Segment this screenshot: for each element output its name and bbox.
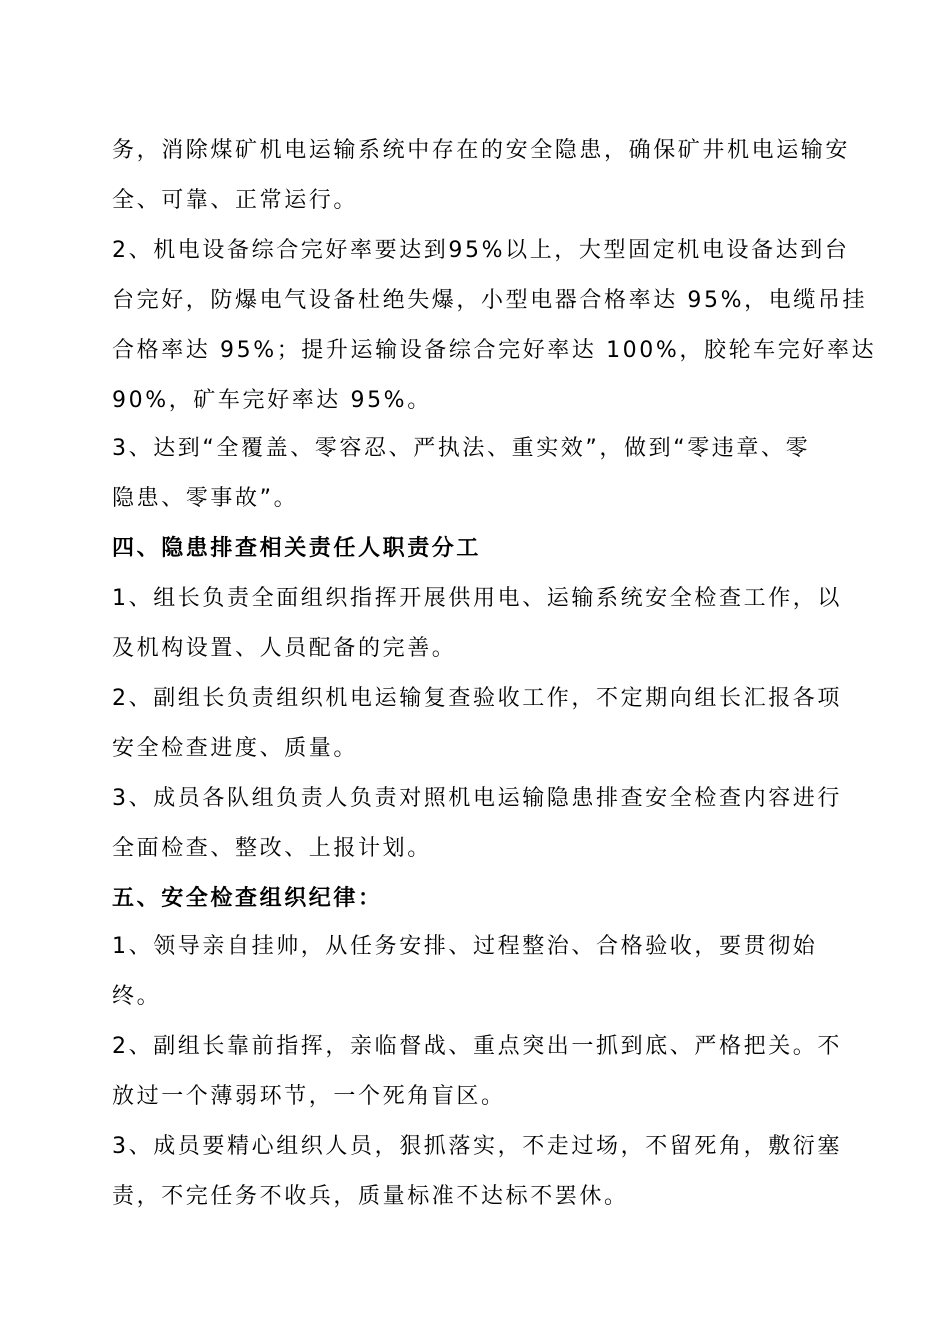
section-heading: 五、安全检查组织纪律： [112,886,383,911]
text-line: 及机构设置、人员配备的完善。 [112,636,457,661]
text-line: 90%，矿车完好率达 95%。 [112,388,432,413]
text-line: 全、可靠、正常运行。 [112,188,359,213]
text-line: 务，消除煤矿机电运输系统中存在的安全隐患，确保矿井机电运输安 [112,138,851,163]
text-line: 2、副组长负责组织机电运输复查验收工作，不定期向组长汇报各项 [112,686,842,711]
text-line: 台完好，防爆电气设备杜绝失爆，小型电器合格率达 95%，电缆吊挂 [112,288,868,313]
text-line: 2、副组长靠前指挥，亲临督战、重点突出一抓到底、严格把关。不 [112,1034,842,1059]
text-line: 全面检查、整改、上报计划。 [112,836,432,861]
text-line: 1、组长负责全面组织指挥开展供用电、运输系统安全检查工作，以 [112,586,842,611]
text-line: 责，不完任务不收兵，质量标准不达标不罢休。 [112,1184,629,1209]
text-line: 隐患、零事故”。 [112,486,299,511]
section-heading: 四、隐患排查相关责任人职责分工 [112,536,482,561]
text-line: 终。 [112,984,162,1009]
text-line: 3、达到“全覆盖、零容忍、严执法、重实效”，做到“零违章、零 [112,436,811,461]
text-line: 2、机电设备综合完好率要达到95%以上，大型固定机电设备达到台 [112,238,850,263]
text-line: 3、成员要精心组织人员，狠抓落实，不走过场，不留死角，敷衍塞 [112,1134,842,1159]
text-line: 1、领导亲自挂帅，从任务安排、过程整治、合格验收，要贯彻始 [112,934,818,959]
text-line: 放过一个薄弱环节，一个死角盲区。 [112,1084,506,1109]
text-line: 合格率达 95%；提升运输设备综合完好率达 100%，胶轮车完好率达 [112,338,877,363]
text-line: 安全检查进度、质量。 [112,736,359,761]
text-line: 3、成员各队组负责人负责对照机电运输隐患排查安全检查内容进行 [112,786,842,811]
